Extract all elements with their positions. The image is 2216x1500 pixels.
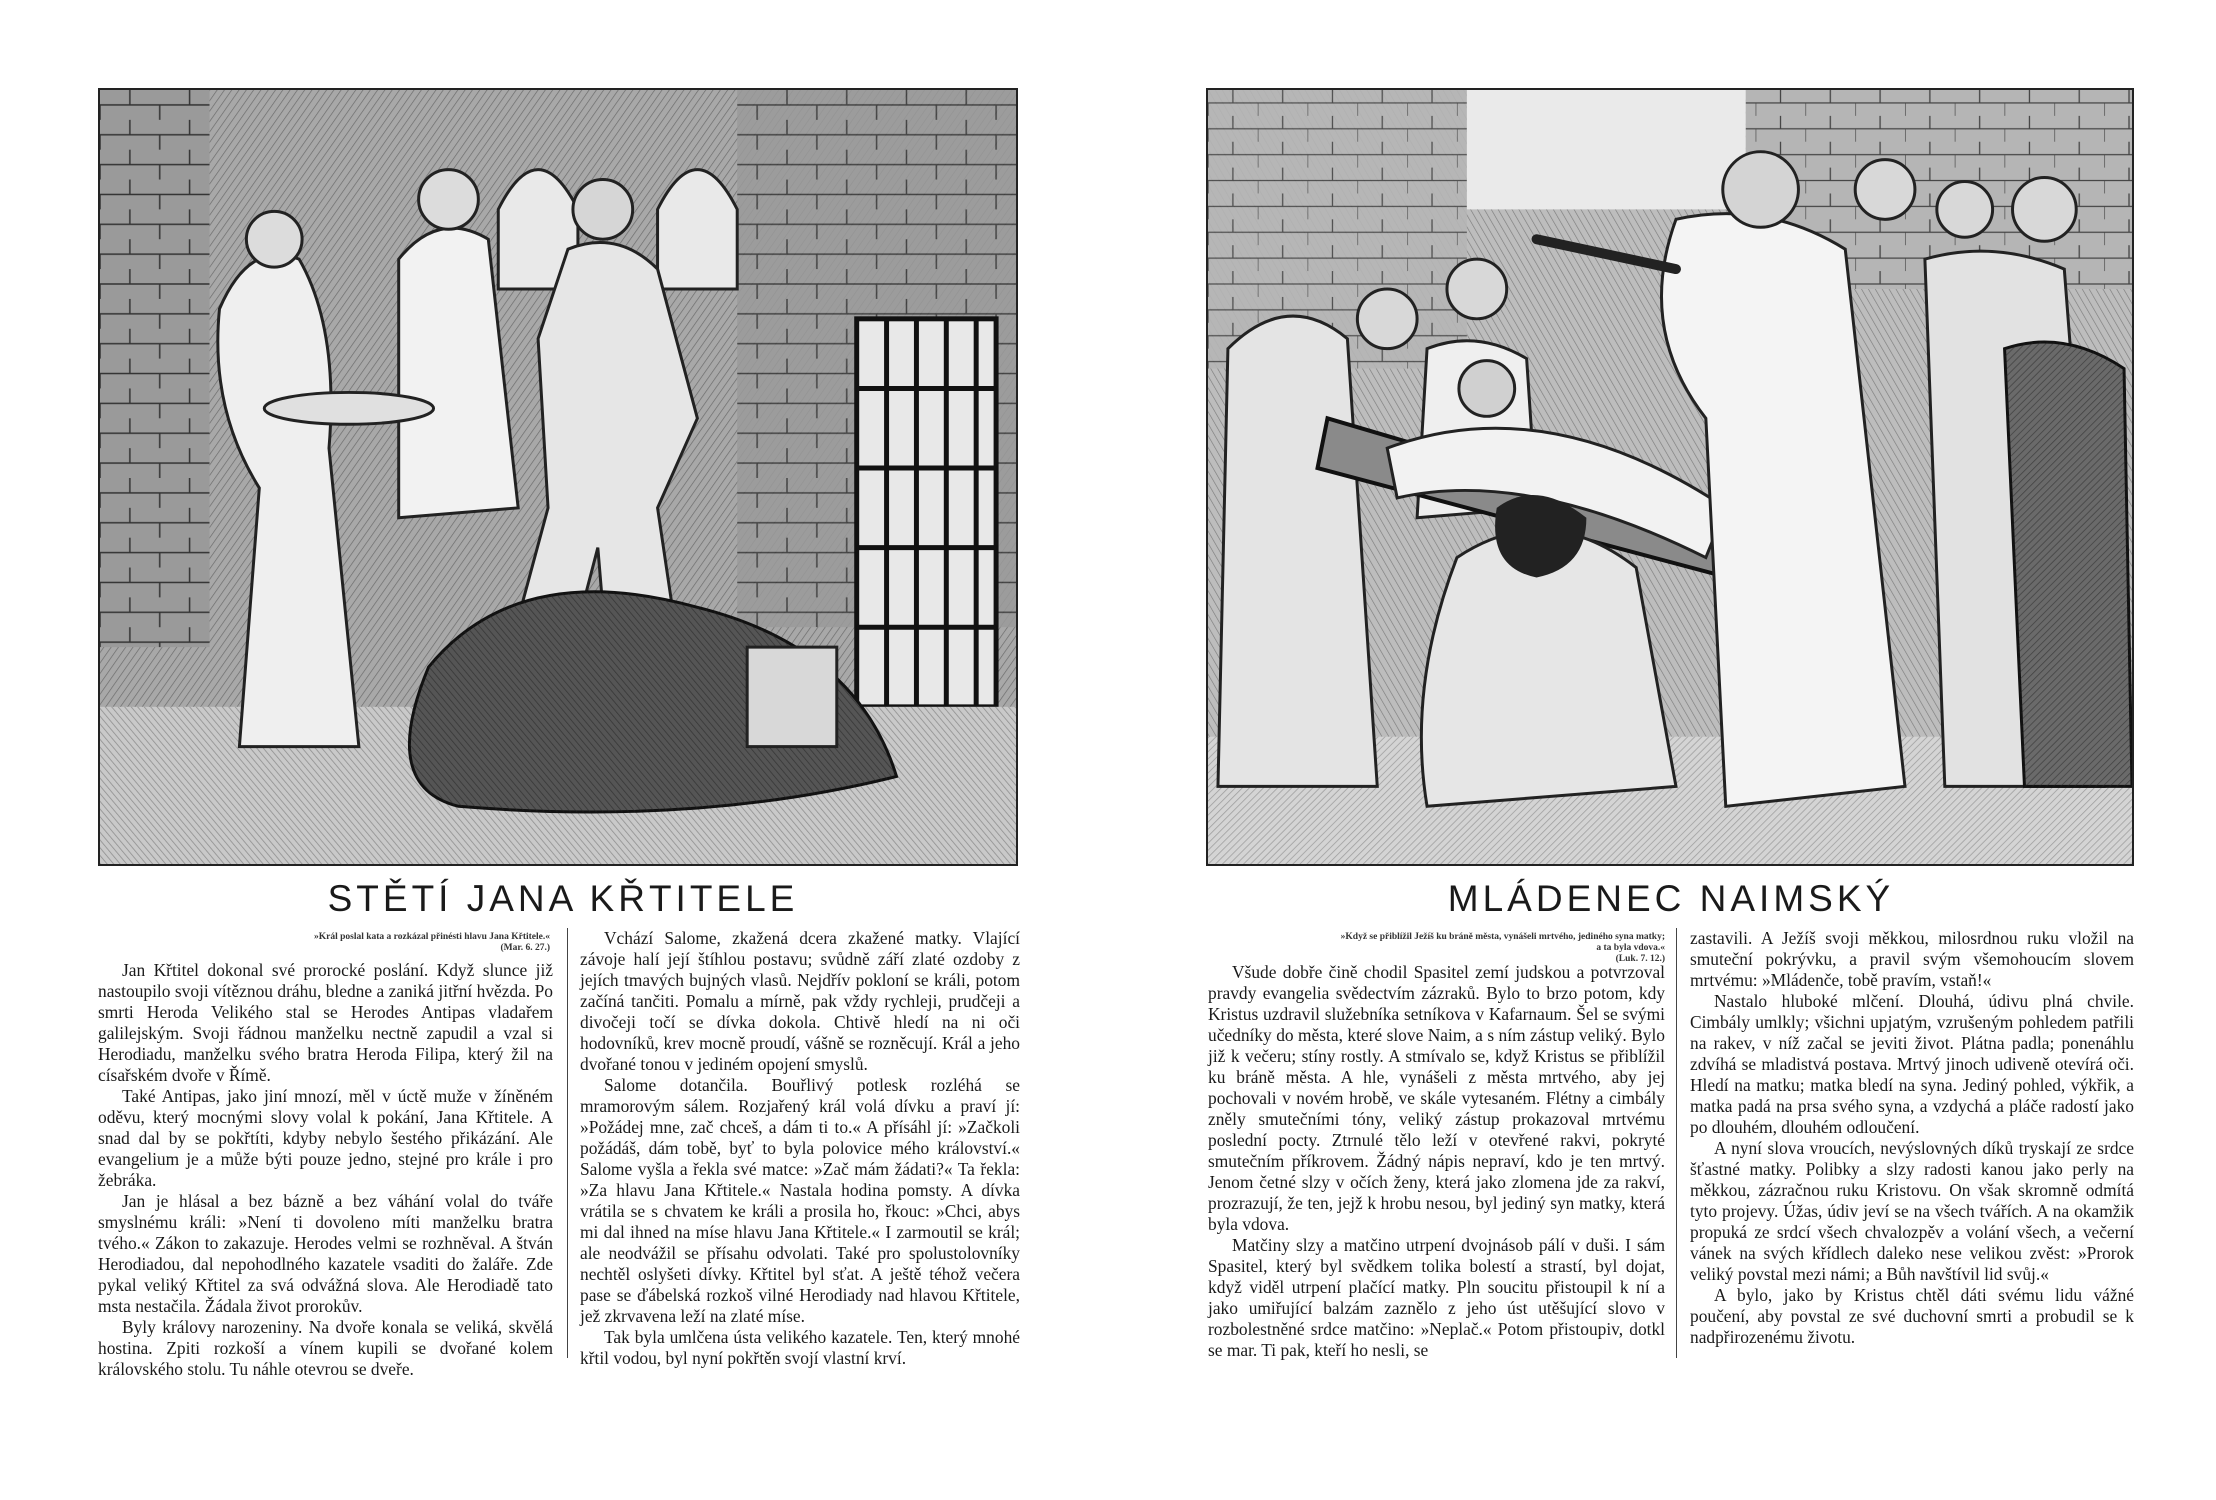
epigraph-reference: (Mar. 6. 27.) xyxy=(500,943,550,953)
text-column-1 xyxy=(1208,962,1665,1361)
page-title-right: MLÁDENEC NAIMSKÝ xyxy=(1447,878,1895,919)
paragraph: Jan Křtitel dokonal své prorocké poslání. Když slunce již nastoupilo svoji vítěznou dráhu, bledne a zaniká jitřní hvězda. Po smrti Heroda Velikého stal se Herodes Antipas vladařem galilejským. Svoji řádnou manželku nectně zapudil a vzal si Herodiadu, manželku svého bratra Heroda Filipa, který žil na císařském dvoře v Římě. xyxy=(98,960,553,1085)
paragraph: zastavili. A Ježíš svoji měkkou, milosrdnou ruku vložil na smuteční pokrývku, a pravil svým všemohoucím slovem mrtvému: »Mládenče, tobě pravím, vstaň!« xyxy=(1690,928,2134,990)
column-divider xyxy=(1676,928,1677,1358)
paragraph: Nastalo hluboké mlčení. Dlouhá, údivu plná chvile. Cimbály umlkly; všichni upjatým, vzrušeným pohledem patřili na rakev, v níž začal se jeviti život. Plátna padla; ponenáhlu zdvíhá se mladistvá postava. Mrtvý jinoch udiveně otevírá oči. Hledí na matku; matka bledí na syna. Jediný pohled, výkřik, a matka padá na prsa svého syna, a vzdychá a pláče radostí jako po dlouhém, dlouhém odloučení. xyxy=(1690,991,2134,1137)
text-column-2 xyxy=(1690,928,2134,1348)
paragraph: Tak byla umlčena ústa velikého kazatele. Ten, který mnohé křtil vodou, byl nyní pokřtěn svojí vlastní krví. xyxy=(580,1327,1020,1368)
epigraph-right xyxy=(1340,932,1665,965)
paragraph: Jan je hlásal a bez bázně a bez váhání volal do tváře smyslnému králi: »Není ti dovoleno míti manželku bratra tvého.« Zákon to zakazuje. Herodes velmi se rozhněval. A štván Herodiadou, dal nepohodlného kazatele vsaditi do žaláře. Zde pykal veliký Křtitel za svá odvážná slova. Ale Herodiadě tato msta nestačila. Žádala život prorokův. xyxy=(98,1191,553,1316)
paragraph: Všude dobře čině chodil Spasitel zemí judskou a potvrzoval pravdy evangelia svědectvím zázraků. Bylo to brzo potom, kdy Kristus uzdravil služebníka setníkova v Kafarnaum. Šel se svými učedníky do města, které slove Naim, a s ním zástup veliký. Bylo již k večeru; stíny rostly. A stmívalo se, když Kristus se přiblížil ku bráně města. A hle, vynášeli z města mrtvého, aby jej pochovali v novém hrobě, ve skále vytesaném. Flétny a cimbály zněly smutečními tóny, veliký zástup prokazoval mrtvému poslední pocty. Ztrnulé tělo leží v otevřené rakvi, pokryté smutečním příkrovem. Žádný nápis nepraví, kdo je ten mrtvý. Jenom četné slzy v očích ženy, která jako zlomena jde za rakví, prozrazují, že ten, jejž k hrobu nesou, byl jediný syn matky, která byla vdova. xyxy=(1208,962,1665,1234)
engraving-beheading-of-john xyxy=(98,88,1018,866)
paragraph: Vchází Salome, zkažená dcera zkažené matky. Vlající závoje halí její štíhlou postavu; svůdně září zlaté ozdoby z jejích tmavých bujných vlasů. Nejdřív pokloní se králi, potom začíná tančiti. Pomalu a mírně, pak vždy rychleji, prudčeji a divočeji točí se dívka dokola. Chtivě hledí na ni oči hodovníků, krev mocně proudí, vášně se rozněcují. Král a jeho dvořané tonou v jediném opojení smyslů. xyxy=(580,928,1020,1074)
paragraph: Matčiny slzy a matčino utrpení dvojnásob pálí v duši. I sám Spasitel, který byl svědkem tolika bolestí a strastí, byl dojat, když viděl utrpení plačící matky. Pln soucitu přistoupil k ní a jako umiřující balzám zaznělo z jeho úst utěšující slovo v rozbolestněné srdce matčino: »Neplač.« Potom přistoupiv, dotkl se mar. Ti pak, kteří ho nesli, se xyxy=(1208,1235,1665,1360)
text-column-2 xyxy=(580,928,1020,1369)
engraving-raising-scene xyxy=(1208,90,2132,864)
right-page xyxy=(1108,0,2216,1500)
page-title-left: STĚTÍ JANA KŘTITELE xyxy=(327,878,799,919)
epigraph-text: »Král poslal kata a rozkázal přinésti hlavu Jana Křtitele.« xyxy=(313,932,550,942)
paragraph: Byly královy narozeniny. Na dvoře konala se veliká, skvělá hostina. Zpiti rozkoší a vínem kupili se dvořané kolem královského stolu. Tu náhle otevrou se dveře. xyxy=(98,1317,553,1379)
text-column-1 xyxy=(98,960,553,1380)
paragraph: A nyní slova vroucích, nevýslovných díků tryskají ze srdce šťastné matky. Polibky a slzy radosti kanou jako perly na měkkou, zázračnou ruku Kristovu. On však skromně odmítá tyto projevy. Úžas, údiv jeví se na všech tvářích. A na okamžik propuká ze srdcí všech chvalozpěv a volání všech, a večerní vánek na svých křídlech daleko nese velikou zvěst: »Prorok veliký povstal mezi námi; a Bůh navštívil lid svůj.« xyxy=(1690,1138,2134,1284)
epigraph-text: »Když se přiblížil Ježíš ku bráně města, vynášeli mrtvého, jediného syna matky; a ta byla vdova.« xyxy=(1340,932,1665,953)
engraving-beheading-scene xyxy=(100,90,1016,864)
epigraph-reference: (Luk. 7. 12.) xyxy=(1615,954,1665,964)
paragraph: Také Antipas, jako jiní mnozí, měl v úctě muže v žíněném oděvu, který mocnými slovy volal k pokání, Jana Křtitele. A snad dal by se pokřtíti, kdyby nebylo šestého přikázání. Ale evangelium je a může býti pouze jedno, stejné pro krále i pro žebráka. xyxy=(98,1086,553,1190)
column-divider xyxy=(567,928,568,1358)
epigraph-left xyxy=(235,932,550,954)
paragraph: A bylo, jako by Kristus chtěl dáti svému lidu vážné poučení, aby povstal ze své duchovní smrti a probudil se k nadpřirozenému životu. xyxy=(1690,1285,2134,1347)
paragraph: Salome dotančila. Bouřlivý potlesk rozléhá se mramorovým sálem. Rozjařený král volá dívku a praví jí: »Požádej mne, zač chceš, a dám ti to.« A přísáhl jí: »Začkoli požádáš, dám tobě, byť to byla polovice mého království.« Salome vyšla a řekla své matce: »Zač mám žádati?« Ta řekla: »Za hlavu Jana Křtitele.« Nastala hodina pomsty. A dívka vrátila se s chvatem ke králi a prosila ho, řkouc: »Chci, abys mi dal ihned na míse hlavu Jana Křtitele.« I zarmoutil se král; ale neodvážil se přísahu odvolati. Také pro spolustolovníky nechtěl oslyšeti dívky. Křtitel byl sťat. A ještě téhož večera pase se ďábelská rozkoš vilné Herodiady nad hlavou Křtitele, jež zkrvavena leží na zlaté míse. xyxy=(580,1075,1020,1326)
engraving-youth-of-nain xyxy=(1206,88,2134,866)
